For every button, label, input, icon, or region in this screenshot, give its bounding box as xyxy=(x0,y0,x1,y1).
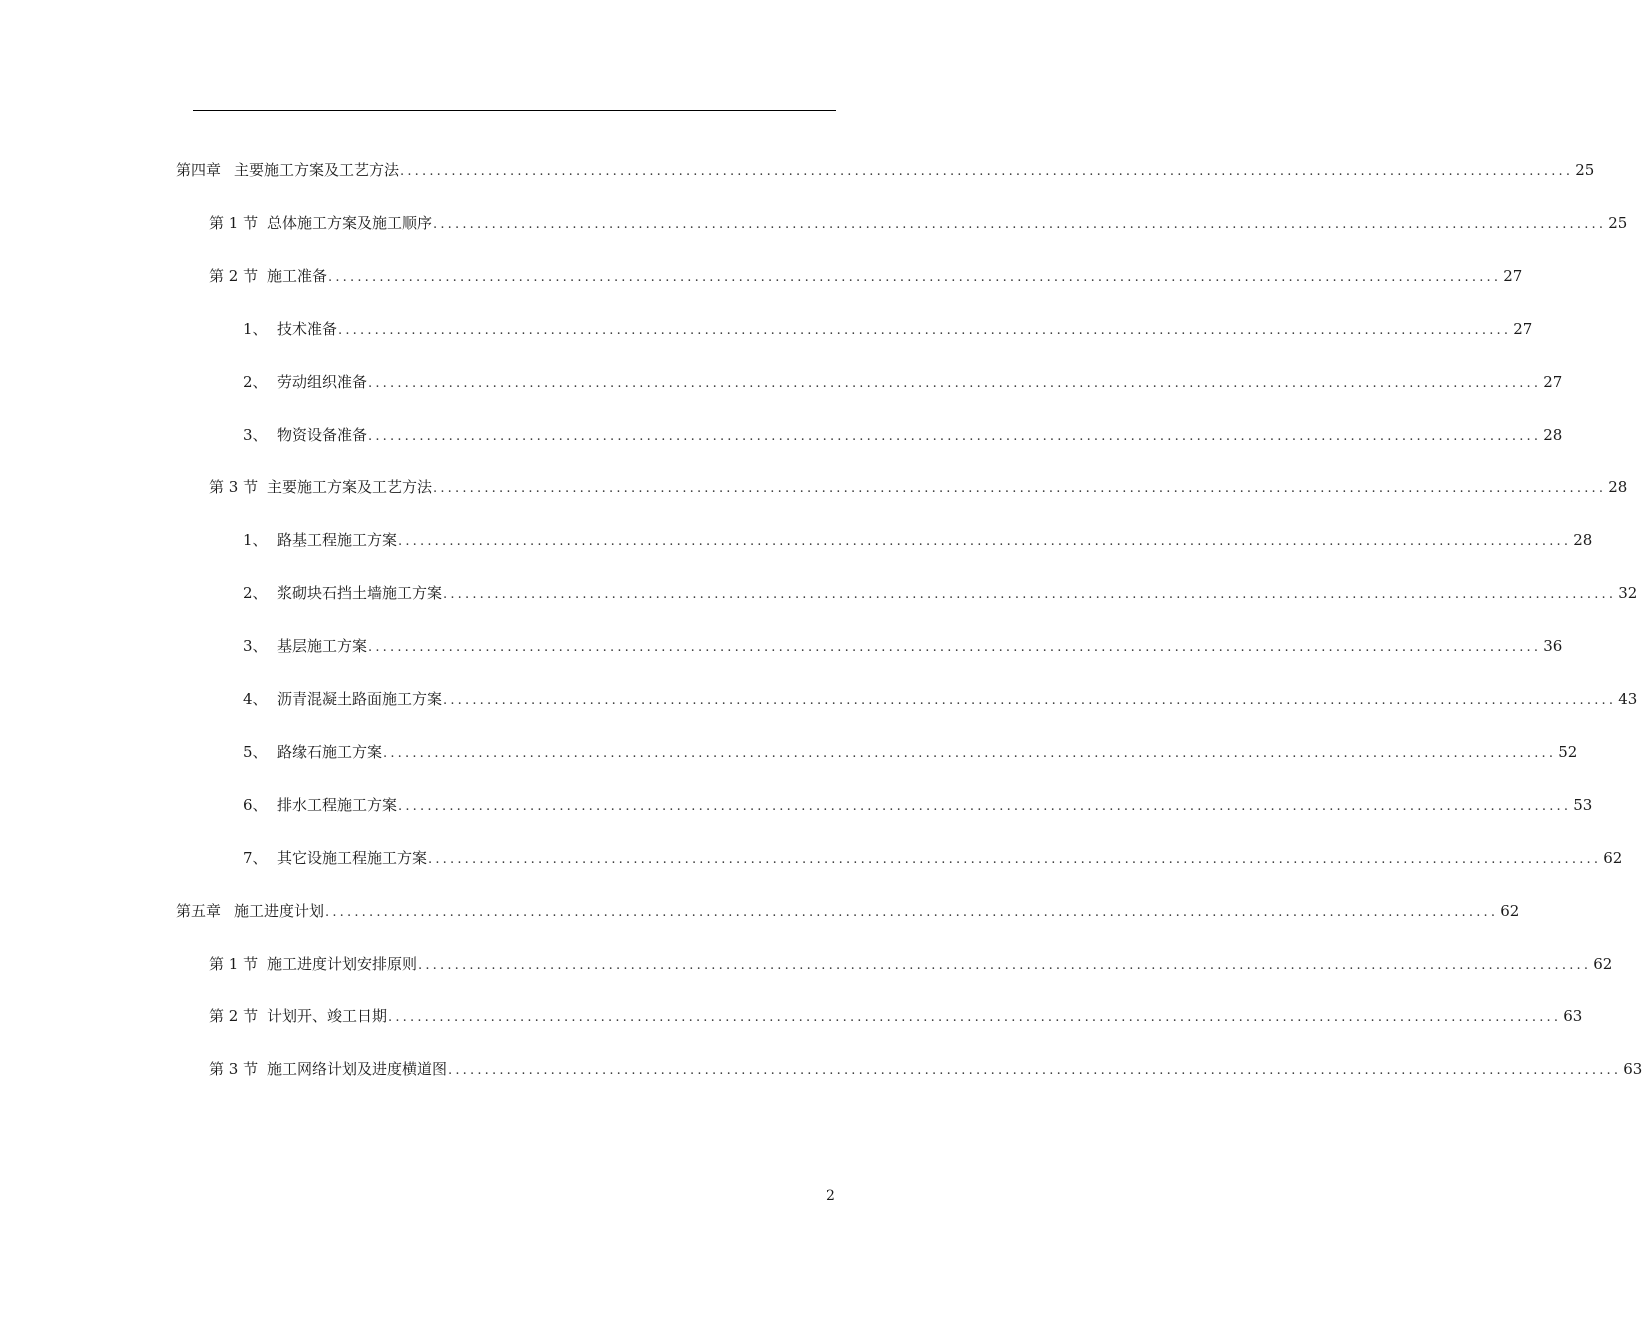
toc-entry-title: 路缘石施工方案 xyxy=(277,743,383,761)
toc-entry-page: 27 xyxy=(1503,267,1523,285)
toc-entry-page: 43 xyxy=(1618,690,1638,708)
toc-entry-number: 2、 xyxy=(243,584,268,602)
toc-entry-number: 5、 xyxy=(243,743,268,761)
toc-dot-leader: ................................................................................................................................................................ xyxy=(368,429,1542,444)
toc-entry-page: 63 xyxy=(1623,1060,1642,1078)
toc-dot-leader: ................................................................................................................................................................ xyxy=(433,481,1607,496)
toc-dot-leader: ................................................................................................................................................................ xyxy=(400,164,1574,179)
toc-dot-leader: ................................................................................................................................................................ xyxy=(398,799,1572,814)
toc-entry-number: 第 2 节 xyxy=(209,267,259,285)
toc-dot-leader: ................................................................................................................................................................ xyxy=(443,587,1617,602)
toc-entry[interactable] xyxy=(243,689,1638,711)
toc-entry-page: 25 xyxy=(1608,214,1628,232)
page-number: 2 xyxy=(826,1188,835,1204)
toc-entry-page: 25 xyxy=(1575,161,1595,179)
header-rule xyxy=(193,110,836,111)
toc-dot-leader: ................................................................................................................................................................ xyxy=(448,1063,1622,1078)
toc-entry-number: 3、 xyxy=(243,426,268,444)
toc-dot-leader: ................................................................................................................................................................ xyxy=(433,217,1607,232)
toc-dot-leader: ................................................................................................................................................................ xyxy=(418,958,1592,973)
toc-dot-leader: ................................................................................................................................................................ xyxy=(443,693,1617,708)
toc-entry-title: 施工进度计划 xyxy=(234,902,325,920)
toc-entry-page: 28 xyxy=(1573,531,1593,549)
toc-entry-number: 第 1 节 xyxy=(209,214,259,232)
toc-entry-title: 其它设施工程施工方案 xyxy=(277,849,428,867)
toc-entry-number: 第四章 xyxy=(176,161,222,179)
toc-dot-leader: ................................................................................................................................................................ xyxy=(328,270,1502,285)
toc-entry-title: 施工准备 xyxy=(267,267,328,285)
toc-entry-title: 路基工程施工方案 xyxy=(277,531,398,549)
toc-entry[interactable] xyxy=(209,954,1613,976)
toc-entry-title: 主要施工方案及工艺方法 xyxy=(234,161,400,179)
toc-entry[interactable] xyxy=(243,425,1563,447)
toc-entry-title: 物资设备准备 xyxy=(277,426,368,444)
toc-dot-leader: ................................................................................................................................................................ xyxy=(428,852,1602,867)
toc-entry-number: 第 3 节 xyxy=(209,1060,259,1078)
toc-entry-page: 63 xyxy=(1563,1007,1583,1025)
toc-entry-number: 第 1 节 xyxy=(209,955,259,973)
toc-entry-title: 技术准备 xyxy=(277,320,338,338)
toc-entry[interactable] xyxy=(209,477,1628,499)
toc-entry-number: 4、 xyxy=(243,690,268,708)
toc-entry[interactable] xyxy=(176,160,1595,182)
toc-entry-title: 总体施工方案及施工顺序 xyxy=(267,214,433,232)
toc-dot-leader: ................................................................................................................................................................ xyxy=(338,323,1512,338)
toc-entry[interactable] xyxy=(209,213,1628,235)
toc-entry[interactable] xyxy=(243,583,1638,605)
toc-dot-leader: ................................................................................................................................................................ xyxy=(368,376,1542,391)
toc-entry-page: 62 xyxy=(1593,955,1613,973)
toc-dot-leader: ................................................................................................................................................................ xyxy=(325,905,1499,920)
toc-entry-title: 施工网络计划及进度横道图 xyxy=(267,1060,448,1078)
toc-entry-page: 52 xyxy=(1558,743,1578,761)
toc-entry-number: 6、 xyxy=(243,796,268,814)
toc-entry-page: 27 xyxy=(1543,373,1563,391)
toc-entry[interactable] xyxy=(243,848,1623,870)
toc-entry[interactable] xyxy=(243,372,1563,394)
toc-dot-leader: ................................................................................................................................................................ xyxy=(398,534,1572,549)
toc-dot-leader: ................................................................................................................................................................ xyxy=(388,1010,1562,1025)
toc-entry-title: 沥青混凝土路面施工方案 xyxy=(277,690,443,708)
toc-entry-page: 27 xyxy=(1513,320,1533,338)
toc-entry-number: 1、 xyxy=(243,320,268,338)
toc-entry[interactable] xyxy=(176,901,1520,923)
toc-entry-page: 28 xyxy=(1608,478,1628,496)
toc-entry-number: 第 2 节 xyxy=(209,1007,259,1025)
toc-entry[interactable] xyxy=(243,319,1533,341)
toc-entry-number: 3、 xyxy=(243,637,268,655)
toc-entry[interactable] xyxy=(243,530,1593,552)
toc-entry[interactable] xyxy=(243,795,1593,817)
toc-entry-page: 62 xyxy=(1603,849,1623,867)
toc-entry[interactable] xyxy=(209,1006,1583,1028)
toc-dot-leader: ................................................................................................................................................................ xyxy=(383,746,1557,761)
toc-entry-page: 53 xyxy=(1573,796,1593,814)
toc-entry-title: 浆砌块石挡土墙施工方案 xyxy=(277,584,443,602)
toc-entry-number: 第 3 节 xyxy=(209,478,259,496)
toc-entry-number: 1、 xyxy=(243,531,268,549)
toc-entry-title: 施工进度计划安排原则 xyxy=(267,955,418,973)
toc-entry-page: 32 xyxy=(1618,584,1638,602)
toc-entry-title: 计划开、竣工日期 xyxy=(267,1007,388,1025)
toc-entry-page: 28 xyxy=(1543,426,1563,444)
toc-entry[interactable] xyxy=(209,1059,1642,1081)
toc-entry-number: 第五章 xyxy=(176,902,222,920)
toc-entry-number: 2、 xyxy=(243,373,268,391)
toc-entry[interactable] xyxy=(243,742,1578,764)
toc-entry-title: 主要施工方案及工艺方法 xyxy=(267,478,433,496)
toc-entry-title: 基层施工方案 xyxy=(277,637,368,655)
toc-entry-number: 7、 xyxy=(243,849,268,867)
toc-entry[interactable] xyxy=(243,636,1563,658)
toc-entry-title: 排水工程施工方案 xyxy=(277,796,398,814)
toc-entry-title: 劳动组织准备 xyxy=(277,373,368,391)
toc-entry-page: 62 xyxy=(1500,902,1520,920)
toc-entry[interactable] xyxy=(209,266,1523,288)
toc-entry-page: 36 xyxy=(1543,637,1563,655)
toc-dot-leader: ................................................................................................................................................................ xyxy=(368,640,1542,655)
